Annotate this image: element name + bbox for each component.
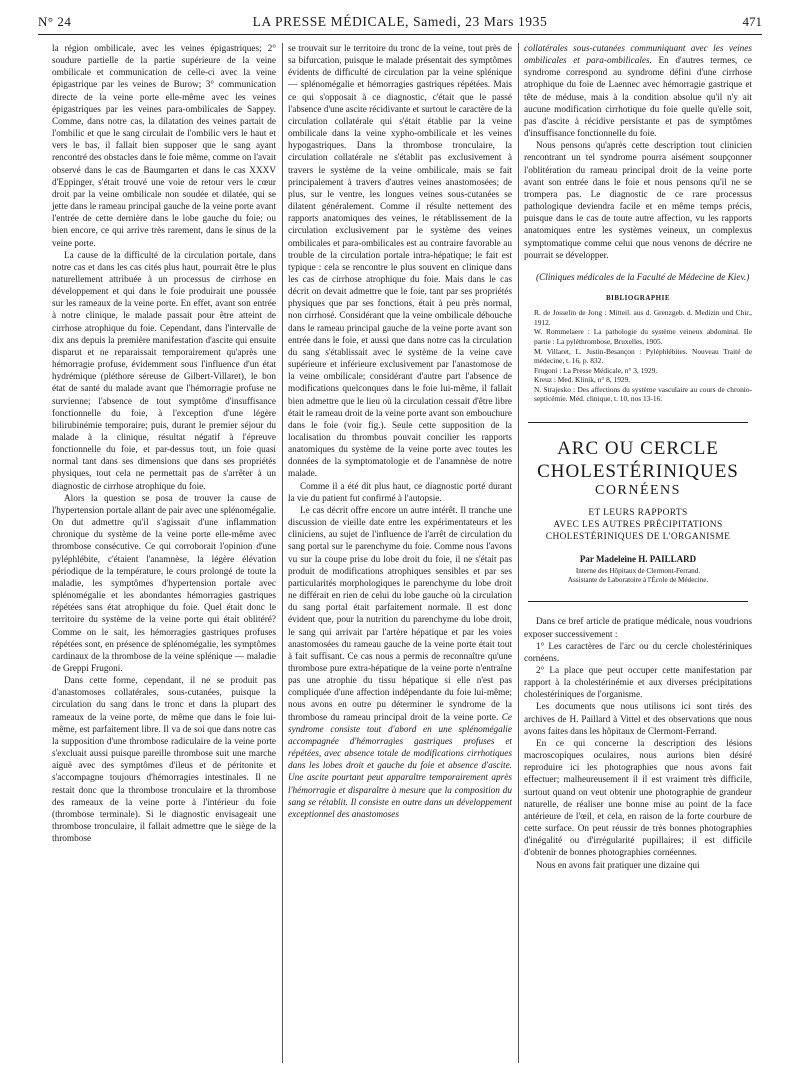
paragraph: Comme il a été dit plus haut, ce diagnostic porté durant la vie du patient fut confirmé à l'autopsie. bbox=[288, 481, 512, 504]
bibliography-entry: W. Rommelaere : La pathologie du système veineux abdominal. IIe partie : La pyléthrombose, Bruxelles, 1905. bbox=[534, 327, 752, 346]
paragraph: Nous en avons fait pratiquer une dizaine qui bbox=[536, 860, 700, 871]
paragraph-italic: collatérales sous-cutanées communiquant avec les veines ombilicales et para-ombilicales. bbox=[524, 44, 752, 67]
article-rule bbox=[528, 422, 748, 423]
bibliography-entry: M. Villaret, L. Justin-Besançon : Pyléphlébites. Nouveau Traité de médecine, t. 16, p. 832. bbox=[534, 346, 752, 366]
paragraph: se trouvait sur le territoire du tronc de la veine, tout près de sa bifurcation, puisque le malade présentait des symptômes évidents de difficulté de circulation par la veine splénique — splénomégalie et hémorragies gastriques répétées. Mais ce qui s'opposait à ce diagnostic, c'était que le passé l'absence d'une ascite récidivante et surtout le caractère de la circulation collatérale qui s'était établie par la veine ombilicale dans la veine xypho-ombilicale et les veines hypogastriques. Dans la thrombose tronculaire, la circulation collatérale ne s'établit pas exclusivement à travers le système de la veine ombilicale, mais se fait principalement à travers d'autres veines anastomosées; de plus, sur le ventre, les longues veines sous-cutanées se dilatent généralement. Comme il résulte nettement des rapports anatomiques des veines, le rétablissement de la circulation exclusivement par le système des veines ombilicales et para-ombilicales est au contraire favorable au trouble de la circulation portale intra-hépatique; le fait est typique : cela se rencontre le plus souvent en clinique dans les cas de cirrhose atrophique du foie. Mais dans le cas décrit on devait admettre que le foie, tant par ses propriétés physiques que par ses fonctions, était à peu près normal, non cirrhosé. Considérant que la veine ombilicale débouche dans le rameau principal gauche de la veine porte avant son entrée dans le foie, et aussi que dans notre cas la circulation du sang s'établissait avec le système de la veine cave supérieure et inférieure exclusivement par l'anastomose de la veine ombilicale; considérant d'autre part l'absence de modifications quelconques dans le foie lui-même, il fallait bien admettre que le lieu où la circulation cessait d'être libre était le rameau droit de la veine porte avant son embouchure dans le foie (voir fig.). Seule cette supposition de la localisation du thrombus pouvait concilier les rapports anatomiques du système de la veine porte avec toutes les données de la symptomatologie et de l'anamnèse de notre malade. bbox=[288, 44, 512, 480]
paragraph: En ce qui concerne la description des lésions macroscopiques oculaires, nous aurions bien désiré reproduire ici les photographies que nous avons fait effectuer; malheureusement il il est vraiment très difficile, surtout quand on veut obtenir une photographie de grandeur naturelle, de réaliser une bonne mise au point de la face antérieure de l'œil, et cela, en raison de la forte courbure de cette surface. On peut réussir de très bonnes photographies d'inégalité ou d'irrégularité pupillaires; il est difficile d'obtenir de bonnes photographies cornéennes. bbox=[524, 738, 752, 859]
syndrome-definition: Ce syndrome consiste tout d'abord en une splénomégalie accompagnée d'hémorragies gastriques profuses et répétées, avec absence totale de modifications cirrhotiques dans les lobes droit et gauche du foie et absence d'ascite. Une ascite pourtant peut apparaître temporairement après l'hémorragie et disparaître à mesure que la composition du sang se rétablit. Il consiste en outre dans un développement exceptionnel des anastomoses bbox=[288, 712, 513, 820]
paragraph-text: Le cas décrit offre encore un autre intérêt. Il tranche une discussion de vieille date entre les expérimentateurs et les cliniciens, au sujet de l'influence de l'arrêt de circulation du sang portal sur le parenchyme du foie. Comme nous l'avons vu sur la coupe prise du lobe droit du foie, il ne s'était pas produit de modifications atrophiques sensibles et par ses particularités morphologiques le parenchyme du lobe droit ne différait en rien de celui du lobe gauche où la circulation du sang portal était parfaitement normale. Il est donc évident que, pour la nutrition du parenchyme du lobe droit, le sang qui arrivait par l'artère hépatique et par les voies anastomosées du rameau gauche de la veine porte était tout à fait suffisant. Ce cas nous a permis de reconnaître qu'une thrombose pure extra-hépatique de la veine porte n'entraîne pas une atrophie du tissu hépatique si elle n'est pas compliquée d'une affection indépendante du foie lui-même; nous avons en outre pu déterminer le syndrome de la thrombose du rameau principal droit de la veine porte. bbox=[288, 505, 512, 723]
paragraph: Nous pensons qu'après cette description tout clinicien rencontrant un tel syndrome pourra aisément soupçonner l'oblitération du rameau principal droit de la veine porte avant son entrée dans le foie et nous pensons qu'il ne se trompera pas. Le diagnostic de ce rare processus pathologique deviendra facile et en même temps précis, puisque dans le cas de toute autre affection, vu les rapports anatomiques entre les systèmes veineux, un complexus symptomatique comme celui que nous venons de décrire ne pourrait se développer. bbox=[524, 141, 752, 261]
column-middle bbox=[288, 43, 512, 821]
bibliography-entry: R. de Josselin de Jong : Mitteil. aus d. Grenzgeb. d. Medizin und Chir., 1912. bbox=[534, 308, 752, 327]
column-divider bbox=[518, 43, 519, 1063]
author-affiliation: Assistante de Laboratoire à l'École de Médecine. bbox=[567, 576, 709, 585]
issue-number: N° 24 bbox=[38, 14, 72, 29]
article-rule bbox=[528, 601, 748, 602]
journal-title: LA PRESSE MÉDICALE, Samedi, 23 Mars 1935 bbox=[252, 14, 548, 29]
bibliography-entry: Kreuz : Med. Klinik, n° 8, 1929. bbox=[534, 375, 631, 385]
paragraph: la région ombilicale, avec les veines épigastriques; 2° soudure partielle de la partie supérieure de la veine ombilicale et communication de celle-ci avec la veine épigastrique par les veines de Burow; 3° communication directe de la veine porte elle-même avec les veines épigastriques par les veines para-ombilicales de Sappey. Comme, dans notre cas, la dilatation des veines partait de l'ombilic et que le sang circulait de l'ombilic vers le haut et vers le bas, il fallait bien supposer que le sang ayant rencontré des obstacles dans le foie même, comme on l'avait observé dans le cas de Baumgarten et dans le cas XXXV d'Eppinger, s'était trouvé une voie de retour vers le cœur droit par la veine ombilicale non soudée et dilatée, qui se jette dans le rameau principal gauche de la veine porte avant l'entrée de cette dernière dans le lobe gauche du foie; ou bien encore, ce qui arrive très rarement, dans le sinus de la veine porte. bbox=[52, 44, 276, 249]
article-subtitle: CHOLESTÉRINIQUES DE L'ORGANISME bbox=[545, 532, 731, 543]
paragraph: La cause de la difficulté de la circulation portale, dans notre cas et dans les cas cités plus haut, pourrait être le plus naturellement attribuée à un processus de cirrhose en développement et qui dans le foie produirait une poussée sur les rameaux de la veine porte. En effet, avant son entrée à notre clinique, le malade passait pour être atteint de cirrhose atrophique du foie. Cependant, dans l'intervalle de dix ans depuis la première manifestation d'ascite qui ensuite disparut et ne reparaissait temporairement qu'après une hémorragie profuse, évidemment sous l'influence d'un état hydrémique (pléthore séreuse de Gilbert-Villaret), le bon état de santé du malade avant que l'hémorragie profuse ne survienne; l'absence de tout symptôme d'insuffisance fonctionnelle du foie, à l'exception d'une légère bilirubinémie temporaire; puis, durant le premier séjour du malade à la clinique, résultat négatif à l'épreuve fonctionnelle du foie, et par-dessus tout, un foie quasi normal tant dans ses dimensions que dans ses propriétés physiques, tout cela ne permettait pas de s'arrêter à un diagnostic de cirrhose atrophique du foie. bbox=[52, 250, 276, 492]
article-subtitle: AVEC LES AUTRES PRÉCIPITATIONS bbox=[553, 520, 723, 531]
paragraph: Dans cette forme, cependant, il ne se produit pas d'anastomoses collatérales, sous-cutanées, puisque la circulation du sang dans le tronc et dans la plupart des rameaux de la veine porte, de même que dans le foie lui-même, est parfaitement libre. Il va de soi que dans notre cas la supposition d'une thrombose radiculaire de la veine porte s'excluait aussi puisque pareille thrombose suit une marche aiguë avec des symptômes d'ileus et de péritonite et s'accompagne toujours d'hémorragies intestinales. Il ne restait donc que la thrombose tronculaire et la thrombose des rameaux de la veine porte à l'intérieur du foie (thrombose terminale). Si le diagnostic envisageait une thrombose tronculaire, il fallait admettre que le siège de la thrombose bbox=[52, 676, 276, 845]
article-title: CORNÉENS bbox=[595, 483, 681, 499]
paragraph: 2° La place que peut occuper cette manifestation par rapport à la cholestérinémie et aux diverses précipitations cholestériniques de l'organisme. bbox=[524, 666, 752, 701]
article-title: ARC OU CERCLE bbox=[557, 438, 719, 460]
bibliography-entry: Frugoni : La Presse Médicale, n° 3, 1929. bbox=[534, 365, 658, 375]
paragraph: Dans ce bref article de pratique médicale, nous voudrions exposer successivement : bbox=[524, 617, 752, 640]
article-body bbox=[524, 616, 752, 871]
page-number: 471 bbox=[742, 14, 762, 29]
column-left bbox=[52, 43, 276, 845]
paragraph: Les documents que nous utilisons ici sont tirés des archives de H. Paillard à Vittel et des observations que nous avons faites dans les hôpitaux de Clermont-Ferrand. bbox=[524, 702, 752, 737]
clinic-credit: (Cliniques médicales de la Faculté de Médecine de Kiev.) bbox=[536, 272, 750, 283]
paragraph: 1° Les caractères de l'arc ou du cercle cholestériniques cornéens. bbox=[524, 641, 752, 664]
column-divider bbox=[282, 43, 283, 1063]
paragraph bbox=[524, 43, 752, 140]
article-subtitle: ET LEURS RAPPORTS bbox=[588, 508, 688, 519]
column-right bbox=[524, 43, 752, 872]
page-header bbox=[38, 14, 762, 36]
author-affiliation: Interne des Hôpitaux de Clermont-Ferrand. bbox=[575, 567, 701, 576]
article-author: Par Madeleine H. PAILLARD bbox=[579, 554, 697, 565]
header-rule bbox=[38, 34, 762, 35]
paragraph: Alors la question se posa de trouver la cause de l'hypertension portale allant de pair avec une splénomégalie. On dut admettre qu'il s'agissait d'une inflammation chronique du système de la veine porte elle-même avec thrombose consécutive. Ce qui corroborait l'opinion d'une pyléphlébite, c'étaient l'anamnèse, la légère élévation périodique de la température, le cours prolongé de toute la maladie, les symptômes d'hypertension portale avec splénomégalie et les abondantes hémorragies gastriques répétées sans état atrophique du foie. Quel était donc le territoire du système de la veine porte qui était oblitéré? Comme on le sait, les hémorragies gastriques profuses répétées sont, en présence de splénomégalie, les symptômes cardinaux de la thrombose de la veine splénique — maladie de Greppi Frugoni. bbox=[52, 493, 276, 674]
article-title: CHOLESTÉRINIQUES bbox=[537, 461, 739, 483]
paragraph bbox=[288, 505, 512, 821]
paragraph-text: En d'autres termes, ce syndrome correspond au syndrome défini d'une cirrhose atrophique du foie de Laennec avec hémorragie gastrique et tête de méduse, mais à la condition absolue qu'il n'y ait aucune modification cirrhotique du foie quelle qu'elle soit, pas d'ascite à récidive persistante et pas de symptômes d'insuffisance fonctionnelle du foie. bbox=[524, 56, 753, 140]
bibliography-entry: N. Strajesko : Des affections du système vasculaire au cours de chronio-septicémie. Méd. clinique, t. 10, nos 13-16. bbox=[534, 384, 752, 404]
bibliography-title: BIBLIOGRAPHIE bbox=[605, 293, 671, 302]
